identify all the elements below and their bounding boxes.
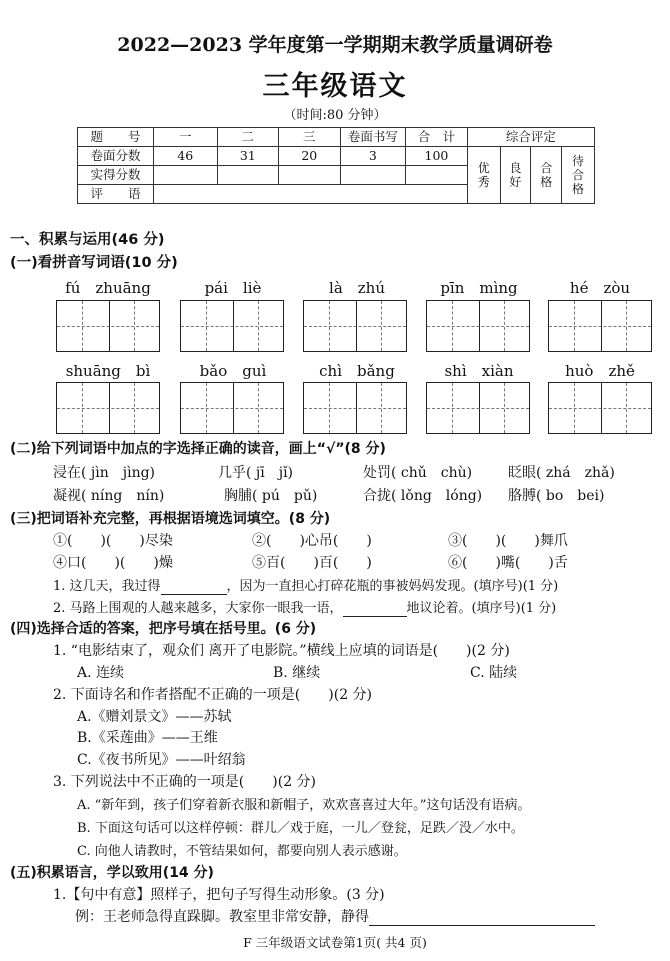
table-header: 三 (279, 128, 341, 147)
section-heading: (四)选择合适的答案，把序号填在括号里。(6 分) (10, 621, 317, 637)
table-header: 卷面书写 (340, 128, 406, 147)
answer-blank[interactable] (343, 601, 407, 617)
option-c[interactable]: C. 陆续 (470, 665, 518, 681)
table-row (78, 147, 595, 166)
empty-cell (279, 166, 341, 185)
idiom-fill[interactable]: ③( )( )舞爪 (448, 533, 568, 549)
reading-choice[interactable]: 浸在( jìn jìng) (53, 465, 156, 481)
reading-choice[interactable]: 几乎( jī jǐ) (218, 465, 294, 481)
idiom-fill[interactable]: ①( )( )尽染 (53, 533, 173, 549)
writing-grid[interactable] (426, 300, 530, 352)
option-b[interactable]: B. 下面这句话可以这样停顿：群儿／戏于庭，一儿／登瓮，足跌／没／水中。 (77, 821, 524, 836)
question-prefix: 1. 这几天，我过得 (53, 579, 161, 594)
writing-grid[interactable] (303, 300, 407, 352)
writing-grid[interactable] (56, 300, 160, 352)
question-text (53, 597, 556, 617)
pinyin-label: fú zhuāng (65, 279, 151, 297)
table-header: 一 (153, 128, 217, 147)
question-text: 1. “电影结束了，观众们 离开了电影院。”横线上应填的词语是( )(2 分) (53, 643, 510, 659)
row-label: 卷面分数 (78, 147, 154, 166)
idiom-fill[interactable]: ⑤百( )百( ) (252, 555, 372, 571)
pinyin-label: shuāng bì (65, 362, 151, 380)
page-footer: F 三年级语文试卷第1页( 共4 页) (243, 935, 427, 950)
question-text (53, 575, 558, 595)
empty-cell (153, 185, 467, 204)
pinyin-label: chì bǎng (319, 362, 395, 380)
reading-choice[interactable]: 合拢( lǒng lóng) (363, 488, 483, 504)
pinyin-label: là zhú (329, 279, 385, 297)
writing-grid[interactable] (180, 300, 284, 352)
score-cell: 46 (153, 147, 217, 166)
table-header: 题 号 (78, 128, 154, 147)
table-header: 合 计 (406, 128, 468, 147)
section-heading: (二)给下列词语中加点的字选择正确的读音，画上“√”(8 分) (10, 441, 386, 457)
question-suffix: ，因为一直担心打碎花瓶的事被妈妈发现。(填序号)(1 分) (226, 579, 559, 594)
option-a[interactable]: A. “新年到，孩子们穿着新衣服和新帽子，欢欢喜喜过大年。”这句话没有语病。 (77, 798, 531, 813)
score-table (77, 127, 595, 204)
idiom-fill[interactable]: ⑥( )嘴( )舌 (448, 555, 568, 571)
part-heading: 一、积累与运用(46 分) (10, 232, 165, 248)
question-text: 2. 下面诗名和作者搭配不正确的一项是( )(2 分) (53, 687, 373, 703)
pinyin-label: pái liè (204, 279, 262, 297)
pinyin-label: huò zhě (565, 362, 635, 380)
writing-grid[interactable] (180, 382, 284, 434)
question-suffix: 地议论着。(填序号)(1 分) (406, 601, 557, 616)
table-header: 综合评定 (467, 128, 594, 147)
table-header: 二 (217, 128, 279, 147)
option-a[interactable]: A. 连续 (77, 665, 125, 681)
reading-choice[interactable]: 胸脯( pú pǔ) (224, 488, 318, 504)
question-text: 1.【句中有意】照样子，把句子写得生动形象。(3 分) (53, 887, 385, 903)
answer-blank[interactable] (161, 579, 227, 595)
pinyin-label: bǎo guì (199, 362, 267, 380)
idiom-fill[interactable]: ④口( )( )燥 (53, 555, 173, 571)
option-b[interactable]: B.《采莲曲》——王维 (77, 730, 218, 746)
idiom-fill[interactable]: ②( )心吊( ) (252, 533, 372, 549)
writing-grid[interactable] (56, 382, 160, 434)
answer-blank[interactable] (369, 909, 595, 926)
example-sentence: 例：王老师急得直跺脚。教室里非常安静，静得 (75, 909, 369, 925)
option-c[interactable]: C.《夜书所见》——叶绍翁 (77, 752, 246, 768)
writing-grid[interactable] (303, 382, 407, 434)
score-cell: 20 (279, 147, 341, 166)
pinyin-label: hé zòu (569, 279, 631, 297)
reading-choice[interactable]: 处罚( chǔ chù) (363, 465, 473, 481)
section-heading: (三)把词语补充完整，再根据语境选词填空。(8 分) (10, 511, 331, 527)
section-heading: (五)积累语言，学以致用(14 分) (10, 865, 214, 881)
score-cell: 31 (217, 147, 279, 166)
pinyin-label: shì xiàn (444, 362, 514, 380)
section-heading: (一)看拼音写词语(10 分) (10, 255, 178, 271)
empty-cell (217, 166, 279, 185)
grade-cell: 优秀 (467, 147, 500, 204)
empty-cell (153, 166, 217, 185)
row-label: 评 语 (78, 185, 154, 204)
row-label: 实得分数 (78, 166, 154, 185)
subject-title: 三年级语文 (262, 71, 408, 102)
grade-cell: 待合格 (562, 147, 595, 204)
score-cell: 3 (340, 147, 406, 166)
exam-title: 2022—2023 学年度第一学期期末教学质量调研卷 (117, 34, 553, 56)
pinyin-label: pīn mìng (440, 279, 518, 297)
table-header-row (78, 128, 595, 147)
score-cell: 100 (406, 147, 468, 166)
option-a[interactable]: A.《赠刘景文》——苏轼 (77, 709, 232, 725)
example-text (75, 906, 595, 926)
writing-grid[interactable] (548, 300, 652, 352)
reading-choice[interactable]: 眨眼( zhá zhǎ) (508, 465, 615, 481)
writing-grid[interactable] (426, 382, 530, 434)
grade-cell: 合格 (531, 147, 562, 204)
reading-choice[interactable]: 胳膊( bo bei) (508, 488, 605, 504)
option-c[interactable]: C. 向他人请教时，不管结果如何，都要向别人表示感谢。 (77, 844, 407, 859)
question-text: 3. 下列说法中不正确的一项是( )(2 分) (53, 774, 317, 790)
time-note: （时间:80 分钟） (283, 108, 387, 123)
empty-cell (406, 166, 468, 185)
reading-choice[interactable]: 凝视( níng nín) (53, 488, 165, 504)
question-prefix: 2. 马路上围观的人越来越多，大家你一眼我一语， (53, 601, 343, 616)
writing-grid[interactable] (548, 382, 652, 434)
option-b[interactable]: B. 继续 (273, 665, 321, 681)
grade-cell: 良好 (500, 147, 531, 204)
empty-cell (340, 166, 406, 185)
